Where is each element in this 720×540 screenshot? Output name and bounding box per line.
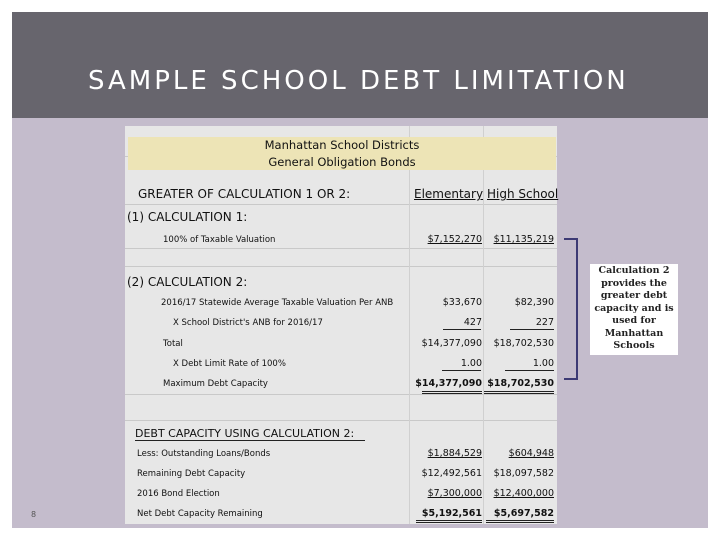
remaining-capacity-elementary: $12,492,561 (421, 468, 482, 479)
net-capacity-high-school: $5,697,582 (493, 508, 554, 519)
column-header-high-school: High School (487, 187, 559, 201)
debt-limit-rate-high-school: 1.00 (532, 358, 554, 369)
total-high-school: $18,702,530 (493, 338, 554, 349)
remaining-capacity-label: Remaining Debt Capacity (137, 469, 246, 479)
debt-limit-rate-label: X Debt Limit Rate of 100% (173, 359, 286, 369)
outstanding-loans-high-school: $604,948 (508, 448, 554, 459)
max-debt-capacity-high-school: $18,702,530 (487, 378, 554, 389)
calculation-2-heading: (2) CALCULATION 2: (127, 275, 248, 289)
gridline (125, 204, 557, 205)
district-anb-high-school: 227 (535, 317, 554, 328)
bond-election-elementary: $7,300,000 (427, 488, 482, 499)
total-label: Total (163, 339, 183, 349)
calculation-1-heading: (1) CALCULATION 1: (127, 210, 248, 224)
underline (505, 370, 554, 371)
double-underline (416, 520, 482, 521)
district-anb-label: X School District's ANB for 2016/17 (173, 318, 323, 328)
callout-text: Calculation 2 provides the greater debt capacity and is used for Manhattan Schools (594, 265, 674, 351)
debt-limit-rate-elementary: 1.00 (460, 358, 482, 369)
underline (510, 329, 554, 330)
gridline (125, 394, 557, 395)
max-debt-capacity-label: Maximum Debt Capacity (163, 379, 268, 389)
remaining-capacity-high-school: $18,097,582 (493, 468, 554, 479)
greater-of-label: GREATER OF CALCULATION 1 OR 2: (138, 187, 351, 201)
slide-number: 8 (31, 510, 37, 519)
calc1-elementary-value: $7,152,270 (427, 234, 482, 245)
taxable-valuation-label: 100% of Taxable Valuation (163, 235, 276, 245)
heading-underline (135, 440, 365, 441)
double-underline (484, 391, 554, 392)
net-capacity-label: Net Debt Capacity Remaining (137, 509, 263, 519)
header-line-2: General Obligation Bonds (268, 155, 416, 169)
double-underline (422, 391, 482, 392)
outstanding-loans-elementary: $1,884,529 (427, 448, 482, 459)
double-underline (486, 520, 554, 521)
statewide-avg-high-school: $82,390 (514, 297, 554, 308)
debt-capacity-heading: DEBT CAPACITY USING CALCULATION 2: (135, 427, 355, 440)
statewide-avg-elementary: $33,670 (442, 297, 482, 308)
bond-election-high-school: $12,400,000 (493, 488, 554, 499)
outstanding-loans-label: Less: Outstanding Loans/Bonds (137, 449, 271, 459)
gridline (125, 266, 557, 267)
header-line-1: Manhattan School Districts (264, 138, 420, 152)
title-band (12, 12, 708, 118)
slide-title: SAMPLE SCHOOL DEBT LIMITATION (88, 66, 629, 96)
bond-election-label: 2016 Bond Election (137, 489, 220, 499)
net-capacity-elementary: $5,192,561 (421, 508, 482, 519)
statewide-avg-label: 2016/17 Statewide Average Taxable Valuation Per ANB (161, 298, 394, 308)
calc1-high-school-value: $11,135,219 (493, 234, 554, 245)
column-divider (483, 126, 484, 524)
callout-bracket (564, 238, 578, 380)
column-header-elementary: Elementary (414, 187, 484, 201)
district-anb-elementary: 427 (463, 317, 482, 328)
gridline (125, 248, 557, 249)
underline (443, 329, 481, 330)
total-elementary: $14,377,090 (421, 338, 482, 349)
gridline (125, 420, 557, 421)
max-debt-capacity-elementary: $14,377,090 (415, 378, 482, 389)
underline (442, 370, 481, 371)
